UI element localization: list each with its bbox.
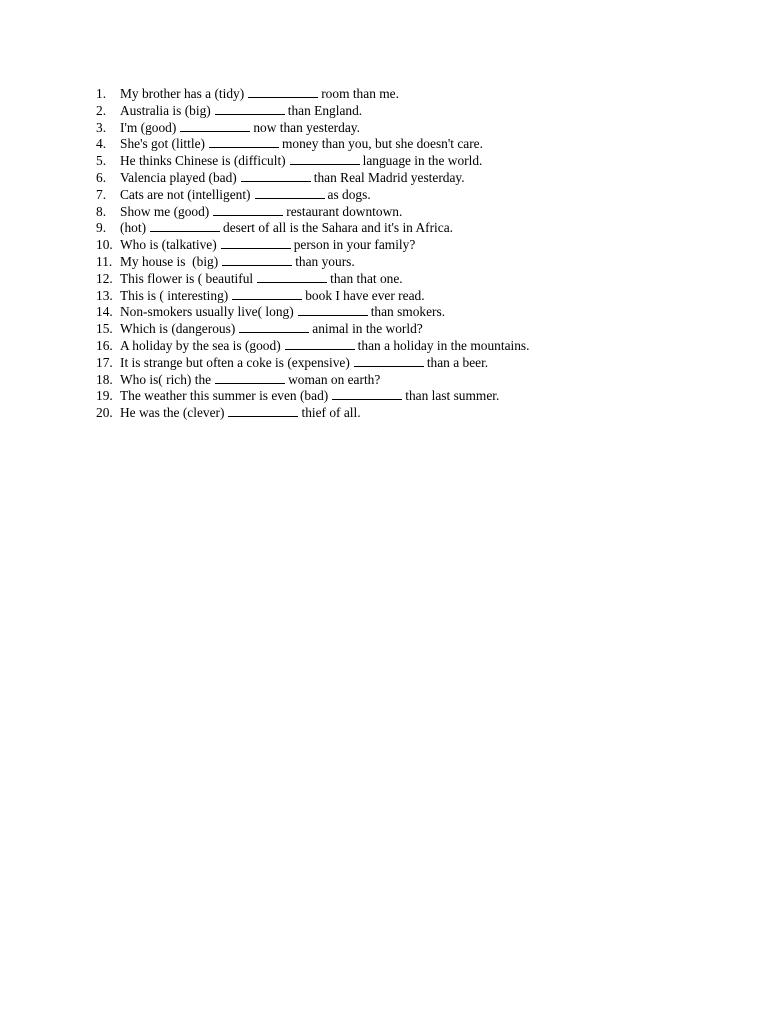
item-text-after: than yours. [295, 253, 355, 269]
item-number: 16. [96, 337, 113, 353]
answer-blank [290, 154, 360, 165]
item-text-after: woman on earth? [288, 371, 381, 387]
item-number: 3. [96, 119, 107, 135]
item-text-before: My brother has a (tidy) [120, 86, 245, 101]
item-text-after: language in the world. [362, 153, 483, 169]
exercise-item [96, 338, 696, 355]
answer-blank [241, 171, 311, 182]
answer-blank [285, 339, 355, 350]
exercise-item [96, 170, 696, 187]
item-text-before: My house is (big) [120, 253, 219, 269]
item-text-before: A holiday by the sea is (good) [120, 337, 281, 353]
item-number: 17. [96, 354, 113, 370]
item-number: 18. [96, 371, 113, 387]
item-text-after: as dogs. [327, 186, 371, 202]
exercise-item [96, 136, 696, 153]
item-text-before: Cats are not (intelligent) [120, 186, 251, 202]
answer-blank [222, 255, 292, 266]
answer-blank [180, 121, 250, 132]
item-text-before: Non-smokers usually live( long) [120, 304, 294, 320]
item-text-before: Who is( rich) the [120, 371, 212, 387]
exercise-item [96, 103, 696, 120]
exercise-item [96, 237, 696, 254]
exercise-list [96, 86, 696, 422]
item-text-after: than that one. [330, 270, 403, 286]
exercise-item [96, 355, 696, 372]
item-text-before: This flower is ( beautiful [120, 270, 254, 286]
item-text-after: desert of all is the Sahara and it's in Africa. [223, 220, 454, 236]
item-text-before: The weather this summer is even (bad) [120, 388, 329, 404]
item-text-after: animal in the world? [312, 321, 423, 337]
item-text-before: It is strange but often a coke is (expensive) [120, 354, 350, 370]
answer-blank [215, 373, 285, 384]
answer-blank [255, 188, 325, 199]
item-text-before: She's got (little) [120, 136, 205, 152]
item-number: 8. [96, 203, 107, 219]
item-number: 13. [96, 287, 113, 303]
item-text-before: (hot) [120, 220, 147, 236]
answer-blank [298, 305, 368, 316]
exercise-item [96, 86, 696, 103]
item-number: 10. [96, 237, 113, 253]
item-text-after: room than me. [321, 86, 399, 101]
item-text-before: He was the (clever) [120, 405, 225, 421]
item-text-before: Valencia played (bad) [120, 169, 237, 185]
item-text-after: than smokers. [370, 304, 446, 320]
exercise-item [96, 288, 696, 305]
answer-blank [221, 238, 291, 249]
exercise-item [96, 120, 696, 137]
item-text-after: now than yesterday. [253, 119, 360, 135]
exercise-item [96, 187, 696, 204]
item-text-before: This is ( interesting) [120, 287, 229, 303]
item-number: 2. [96, 102, 107, 118]
item-text-before: Which is (dangerous) [120, 321, 236, 337]
item-text-before: Australia is (big) [120, 102, 211, 118]
item-number: 5. [96, 153, 107, 169]
item-text-before: Show me (good) [120, 203, 210, 219]
answer-blank [209, 137, 279, 148]
item-number: 19. [96, 388, 113, 404]
item-number: 1. [96, 86, 107, 101]
item-text-before: I'm (good) [120, 119, 177, 135]
item-text-after: than last summer. [405, 388, 500, 404]
item-number: 12. [96, 270, 113, 286]
exercise-item [96, 405, 696, 422]
item-number: 15. [96, 321, 113, 337]
item-number: 6. [96, 169, 107, 185]
item-text-after: than England. [287, 102, 363, 118]
item-text-after: restaurant downtown. [286, 203, 403, 219]
exercise-item [96, 153, 696, 170]
item-number: 4. [96, 136, 107, 152]
exercise-item [96, 271, 696, 288]
exercise-item [96, 304, 696, 321]
answer-blank [228, 406, 298, 417]
exercise-item [96, 321, 696, 338]
exercise-item [96, 204, 696, 221]
answer-blank [150, 221, 220, 232]
answer-blank [332, 389, 402, 400]
item-text-after: than Real Madrid yesterday. [313, 169, 465, 185]
item-number: 14. [96, 304, 113, 320]
item-number: 7. [96, 186, 107, 202]
exercise-item [96, 254, 696, 271]
item-text-before: Who is (talkative) [120, 237, 217, 253]
item-text-after: person in your family? [293, 237, 416, 253]
exercise-item [96, 220, 696, 237]
exercise-item [96, 372, 696, 389]
answer-blank [213, 205, 283, 216]
item-text-after: book I have ever read. [305, 287, 425, 303]
answer-blank [248, 87, 318, 98]
item-number: 11. [96, 253, 113, 269]
answer-blank [257, 272, 327, 283]
item-text-before: He thinks Chinese is (difficult) [120, 153, 286, 169]
item-number: 9. [96, 220, 107, 236]
answer-blank [232, 289, 302, 300]
answer-blank [215, 104, 285, 115]
item-text-after: money than you, but she doesn't care. [281, 136, 483, 152]
exercise-item [96, 388, 696, 405]
answer-blank [239, 322, 309, 333]
item-text-after: thief of all. [301, 405, 361, 421]
item-number: 20. [96, 405, 113, 421]
item-text-after: than a beer. [426, 354, 489, 370]
item-text-after: than a holiday in the mountains. [357, 337, 530, 353]
answer-blank [354, 356, 424, 367]
